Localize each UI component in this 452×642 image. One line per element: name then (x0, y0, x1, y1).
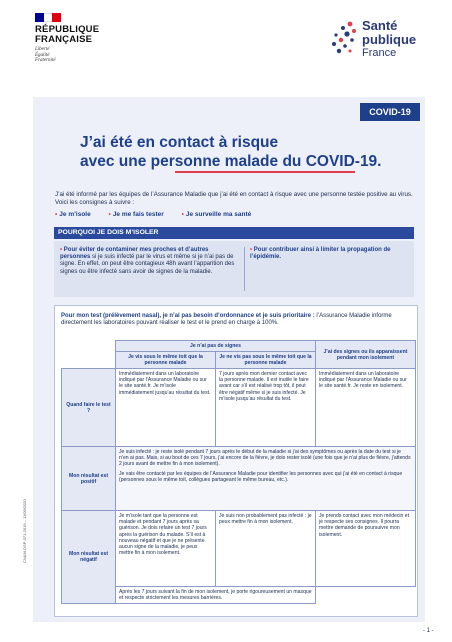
row-header: Mon résultat est positif (62, 447, 116, 511)
table-cell: Je suis non probablement pas infecté : je peux mettre fin à mon isolement. (216, 511, 316, 587)
table-cell: Immédiatement dans un laboratoire indiqué par l’Assurance Maladie ou sur le site santé.fr. Je m’isole immédiatement jusqu’au résultat du test. (116, 369, 216, 447)
why-reason-left: • Pour éviter de contaminer mes proches et d’autres personnes si je suis infecté par le virus et même si je n’ai pas de signe. En effet, on peut être contagieux 48h avant l’apparition des signes ou être infecté sans avoir de signes de la maladie. (60, 247, 235, 275)
table-cell: Je suis infecté : je reste isolé pendant 7 jours après le début de la maladie si j’ai des symptômes ou après la date du test si je n’en ai pas. Mais, si au bout de ces 7 jours, j’ai encore de la fièvre, je dois rester isolé (une fois que je n’ai plus de fièvre, j’attends 2 jours avant de mettre fin à mon isolement). Je vais être contacté par les équipes de l’Assurance Maladie pour identifier les personnes avec qui j’ai été en contact à risque (personnes sous le même toit, collègues partageant le même bureau, etc.). (116, 447, 416, 511)
instruction-item: • Je me fais tester (108, 211, 164, 218)
republic-flag-icon (35, 13, 61, 22)
republic-motto: Liberté Égalité Fraternité (35, 47, 56, 63)
page-header (0, 0, 452, 88)
republique-francaise-logo-text: RÉPUBLIQUE FRANÇAISE (35, 24, 100, 45)
test-intro: Pour mon test (prélèvement nasal), je n’ai pas besoin d’ordonnance et je suis prioritaire : l’Assurance Maladie informe directement les laboratoires pouvant réaliser le test et le prend en charge à 100%. (61, 313, 392, 327)
column-header: Je vis sous le même toit que la personne malade (116, 352, 216, 369)
row-header: Mon résultat est négatif (62, 511, 116, 604)
section-heading: POURQUOI JE DOIS M’ISOLER (54, 227, 414, 239)
page-title: J’ai été en contact à risque avec une personne malade du COVID-19. (80, 134, 382, 170)
table-cell: 7 jours après mon dernier contact avec la personne malade. Il est inutile le faire avant car s’il est réalisé trop tôt, il peut être négatif même si je suis infecté. Je m’isole jusqu’au résultat du test. (216, 369, 316, 447)
page-number: - 1 - (423, 628, 434, 634)
table-corner (62, 352, 116, 369)
table-cell: Je m’isole tant que la personne est malade et pendant 7 jours après sa guérison. Je dois refaire un test 7 jours après la guérison du malade. S’il est à nouveau négatif et que je ne présente aucun signe de la maladie, je peux mettre fin à mon isolement. (116, 511, 216, 587)
why-reason-right: • Pour contribuer ainsi à limiter la propagation de l’épidémie. (250, 247, 391, 261)
covid-tag: COVID-19 (360, 103, 420, 121)
column-header: Je ne vis pas sous le même toit que la personne malade (216, 352, 316, 369)
table-cell: Après les 7 jours suivant la fin de mon isolement, je porte rigoureusement un masque et respecte strictement les mesures barrières. (116, 587, 316, 604)
document-reference: CNAM-DSP-071-2019 – 11/09/2020 (22, 499, 27, 563)
column-group-header: Je n’ai pas de signes (116, 341, 316, 352)
title-underline (175, 171, 355, 173)
test-table (61, 340, 416, 604)
table-cell: Immédiatement dans un laboratoire indiqué par l’Assurance Maladie ou sur le site santé.fr. Je reste en isolement. (316, 369, 416, 447)
sante-publique-france-logo-icon (326, 18, 360, 58)
table-cell: Je prends contact avec mon médecin et je respecte ses consignes. Il pourra mettre demande de poursuivre mon isolement. (316, 511, 416, 587)
column-header: J’ai des signes ou ils apparaissent pendant mon isolement (316, 341, 416, 369)
table-corner (62, 341, 116, 352)
instruction-item: • Je m’isole (55, 211, 91, 218)
intro-text: J’ai été informé par les équipes de l’Assurance Maladie que j’ai été en contact à risque avec une personne testée positive au virus. Voici les consignes à suivre : (55, 191, 413, 206)
instruction-item: • Je surveille ma santé (181, 211, 252, 218)
instructions-list (55, 211, 267, 218)
france-logo-text: France (362, 47, 397, 59)
row-header: Quand faire le test ? (62, 369, 116, 447)
column-divider (244, 247, 245, 291)
sante-publique-logo-text: Santé publique (362, 18, 417, 47)
table-empty-cell (316, 587, 416, 604)
